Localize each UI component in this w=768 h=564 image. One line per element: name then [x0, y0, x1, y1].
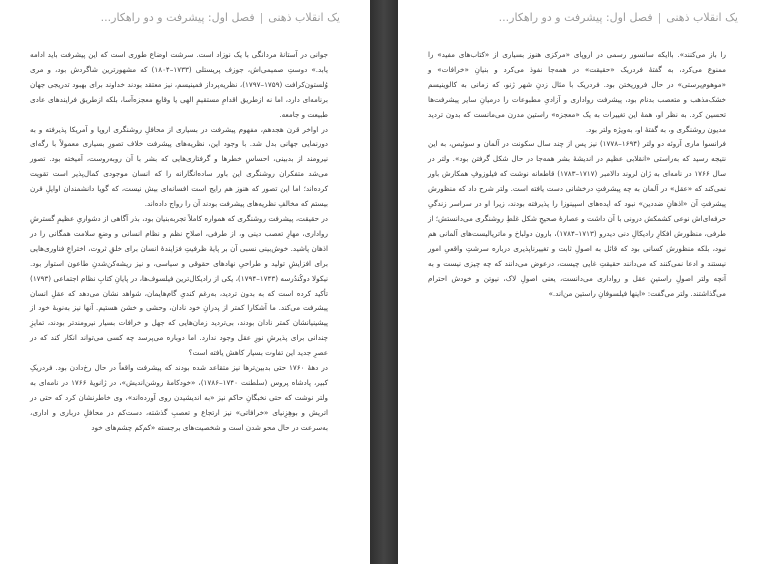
- header-separator: |: [259, 11, 264, 24]
- page-body: [428, 48, 726, 301]
- right-page: [398, 0, 768, 564]
- paragraph: در اواخر قرن هجدهم، مفهوم پیشرفت در بسیاری از محافلِ روشنگری اروپا و آمریکا پذیرفته و به دورنمایی جهانی بدل شد. با وجود این، نظریه‌های پیشرفت خلاف تصورِ بسیاری معمولاً با رگه‌ای نیرومند از بدبینی، احساسِ خطرها و گرفتاری‌هایی که بشر با آن روبه‌روست، آمیخته بود. تصور می‌شد متفکران روشنگری این باور ساده‌انگارانه را که انسان موجودی کمال‌پذیر است تقویت کرده‌اند؛ اما این تصور که هنوز هم رایج است افسانه‌ای بیش نیست، که گویا دانشمندان اوایلِ قرن بیستم که مخالفِ نظریه‌های پیشرفت بودند آن را رواج داده‌اند.: [30, 124, 328, 209]
- running-head: [432, 11, 738, 29]
- book-title: یک انقلاب ذهنی: [268, 11, 340, 24]
- paragraph: فرانسوا ماری آروئه دو ولتر (۱۶۹۴–۱۷۷۸) نیز پس از چند سال سکونت در آلمان و سوئیس، به این نتیجه رسید که به‌راستی «انقلابی عظیم در اندیشهٔ بشر همه‌جا در حال شکل گرفتن بود». ولتر در سال ۱۷۶۶ در نامه‌ای به ژان لروند دالامبر (۱۷۱۷–۱۷۸۳) قاطعانه نوشت که فیلوزوفِ همکارش باور نمی‌کند که «عقل» در آلمان به چه پیشرفتِ درخشانی دست یافته است. ولتر شرح داد که منظورش پیشرفتِ آن «اذهانِ ضددین» نبود که ایده‌های اسپینوزا را پذیرفته بودند، زیرا او در سراسر زندگیِ حرفه‌ای‌اش نوعی کشمکش درونی با آن داشت و عصارهٔ صحیحِ شکل غلطِ روشنگری می‌دانستش؛ از طرفی، منظورش افکارِ رادیکالِ دنی دیدرو (۱۷۱۳–۱۷۸۴)، بارون دولباخ و ماتریالیست‌های آلمانی هم نبود، بلکه منظورش کسانی بود که قائل به اصولِ ثابت و تغییرناپذیری درباره سرشتِ واقعیِ امور نیستند و ادعا نمی‌کنند که می‌دانند حقیقتِ غایی چیست، درعوض می‌دانند که چه چیزی نیست و به آنچه ولتر اصولِ راستینِ عقل و رواداری می‌دانست، یعنی اصولِ لاک، نیوتن و خودش احترام می‌گذاشتند. ولتر می‌گفت: «اینها فیلسوفانِ راستین من‌اند.»: [428, 139, 726, 298]
- paragraph: در دههٔ ۱۷۶۰ حتی بدبین‌ترها نیز متقاعد شده بودند که پیشرفت واقعاً در حال رخ‌دادن بود. فردریکِ کبیر، پادشاه پروس (سلطنت ۱۷۴۰–۱۷۸۶)، «خودکامهٔ روشن‌اندیش»، در ژانویهٔ ۱۷۶۶ در نامه‌ای به ولتر نوشت که حتی نخبگانِ حاکم نیز «به اندیشیدن روی آورده‌اند»، وی خاطرنشان کرد که حتی در اتریش و بوهِزِنیای «خرافاتی» نیز ارتجاع و تعصبِ گذشته، دست‌کم در محافلِ درباری و اداری، به‌سرعت در حال محو شدن است و شخصیت‌های برجسته «کم‌کم چشم‌های خود: [30, 363, 328, 432]
- paragraph: در حقیقت، پیشرفت روشنگری که همواره کاملاً تجربه‌بنیان بود، بذر آگاهی از دشواریِ عظیمِ گسترشِ رواداری، مهارِ تعصب دینی و، از طرفی، اصلاحِ نظم و نظام انسانی و وضعِ سلامت همگانی را در اذهان پاشید. خوش‌بینی نسبی آن بر پایهٔ ظرفیتِ فزایندهٔ انسان برای خلقِ ثروت، اختراعِ فناوری‌هایی برای افزایشِ تولید و طراحیِ نهادهای حقوقی و سیاسی، و نیز ریشه‌کن‌شدنِ طاعون استوار بود. نیکولا دوکُندُرسه (۱۷۴۳–۱۷۹۴)، یکی از رادیکال‌ترین فیلسوف‌ها، در پایانِ کتابِ نظام اجتماعی (۱۷۹۳) تأکید کرده است که به بدون تردید، به‌رغم کندیِ گام‌هایمان، شواهد نشان می‌دهد که عقلِ انسان پیشرفت می‌کند. ما آشکارا کمتر از پدرانِ خود نادان، وحشی و خشن هستیم. آنها نیز به‌نوبهٔ خود از پیشینیانشان کمتر نادان بودند، بی‌تردید زمان‌هایی که جهل و خرافات بسیار نیرومندتر بودند، تمایزِ چندانی برای پذیرشِ نورِ عقل وجود ندارد. اما دوباره می‌پرسد چه کسی می‌تواند انکار کند که در عصرِ جدید این تفاوت بسیار کاهش یافته است؟: [30, 213, 328, 358]
- page-body: [30, 48, 328, 436]
- running-head: [34, 11, 340, 29]
- header-separator: |: [657, 11, 662, 24]
- paragraph: را باز می‌کنند». باایکه سانسور رسمی در اروپای «مرکزی هنوز بسیاری از «کتاب‌های مفید» را ممنوع می‌کرد، به گفتهٔ فردریک «حقیقت» در همه‌جا نفوذ می‌کرد و بنیانِ «خرافات» و «موهوم‌پرستی» در حال فروریختن بود. فردریک با مثال زدنِ شهر ژنو، که زمانی به کالوینیسم خشک‌مذهب و متعصب بدنام بود، پیشرفت رواداری و آزادیِ مطبوعات را درمیانِ سایر پیشرفت‌ها تحسین کرد. به نظر او، همهٔ این تغییرات به یک «معجزه» راستین مدرن می‌مانست که بدون تردید مدیون روشنگری و، به گفتهٔ او، به‌ویژه ولتر بود.: [428, 50, 726, 134]
- left-page: [0, 0, 370, 564]
- book-gutter: [370, 0, 398, 564]
- book-title: یک انقلاب ذهنی: [666, 11, 738, 24]
- chapter-title: فصل اول: پیشرفت و دو راهکار...: [498, 11, 653, 24]
- chapter-title: فصل اول: پیشرفت و دو راهکار...: [100, 11, 255, 24]
- paragraph: جوانی در آستانهٔ مردانگی با یک نوزاد است. سرشت اوضاع طوری است که این پیشرفت باید ادامه یابد.» دوستِ صمیمی‌اش، جوزف پریستلی (۱۷۳۳–۱۸۰۴) که مشهورترین شاگردش بود، و مری وُلستون‌کرافت (۱۷۵۹–۱۷۹۷)، نظریه‌پرداز فمینیسم، نیز معتقد بودند خداوند برای بهبود تدریجی جهان برنامه‌ای دارد، اما نه ازطریق اقدامِ مستقیمِ الهی یا وقایعِ معجزه‌آسا، بلکه ازطریق فرایندهای عادی طبیعت و جامعه.: [30, 50, 328, 119]
